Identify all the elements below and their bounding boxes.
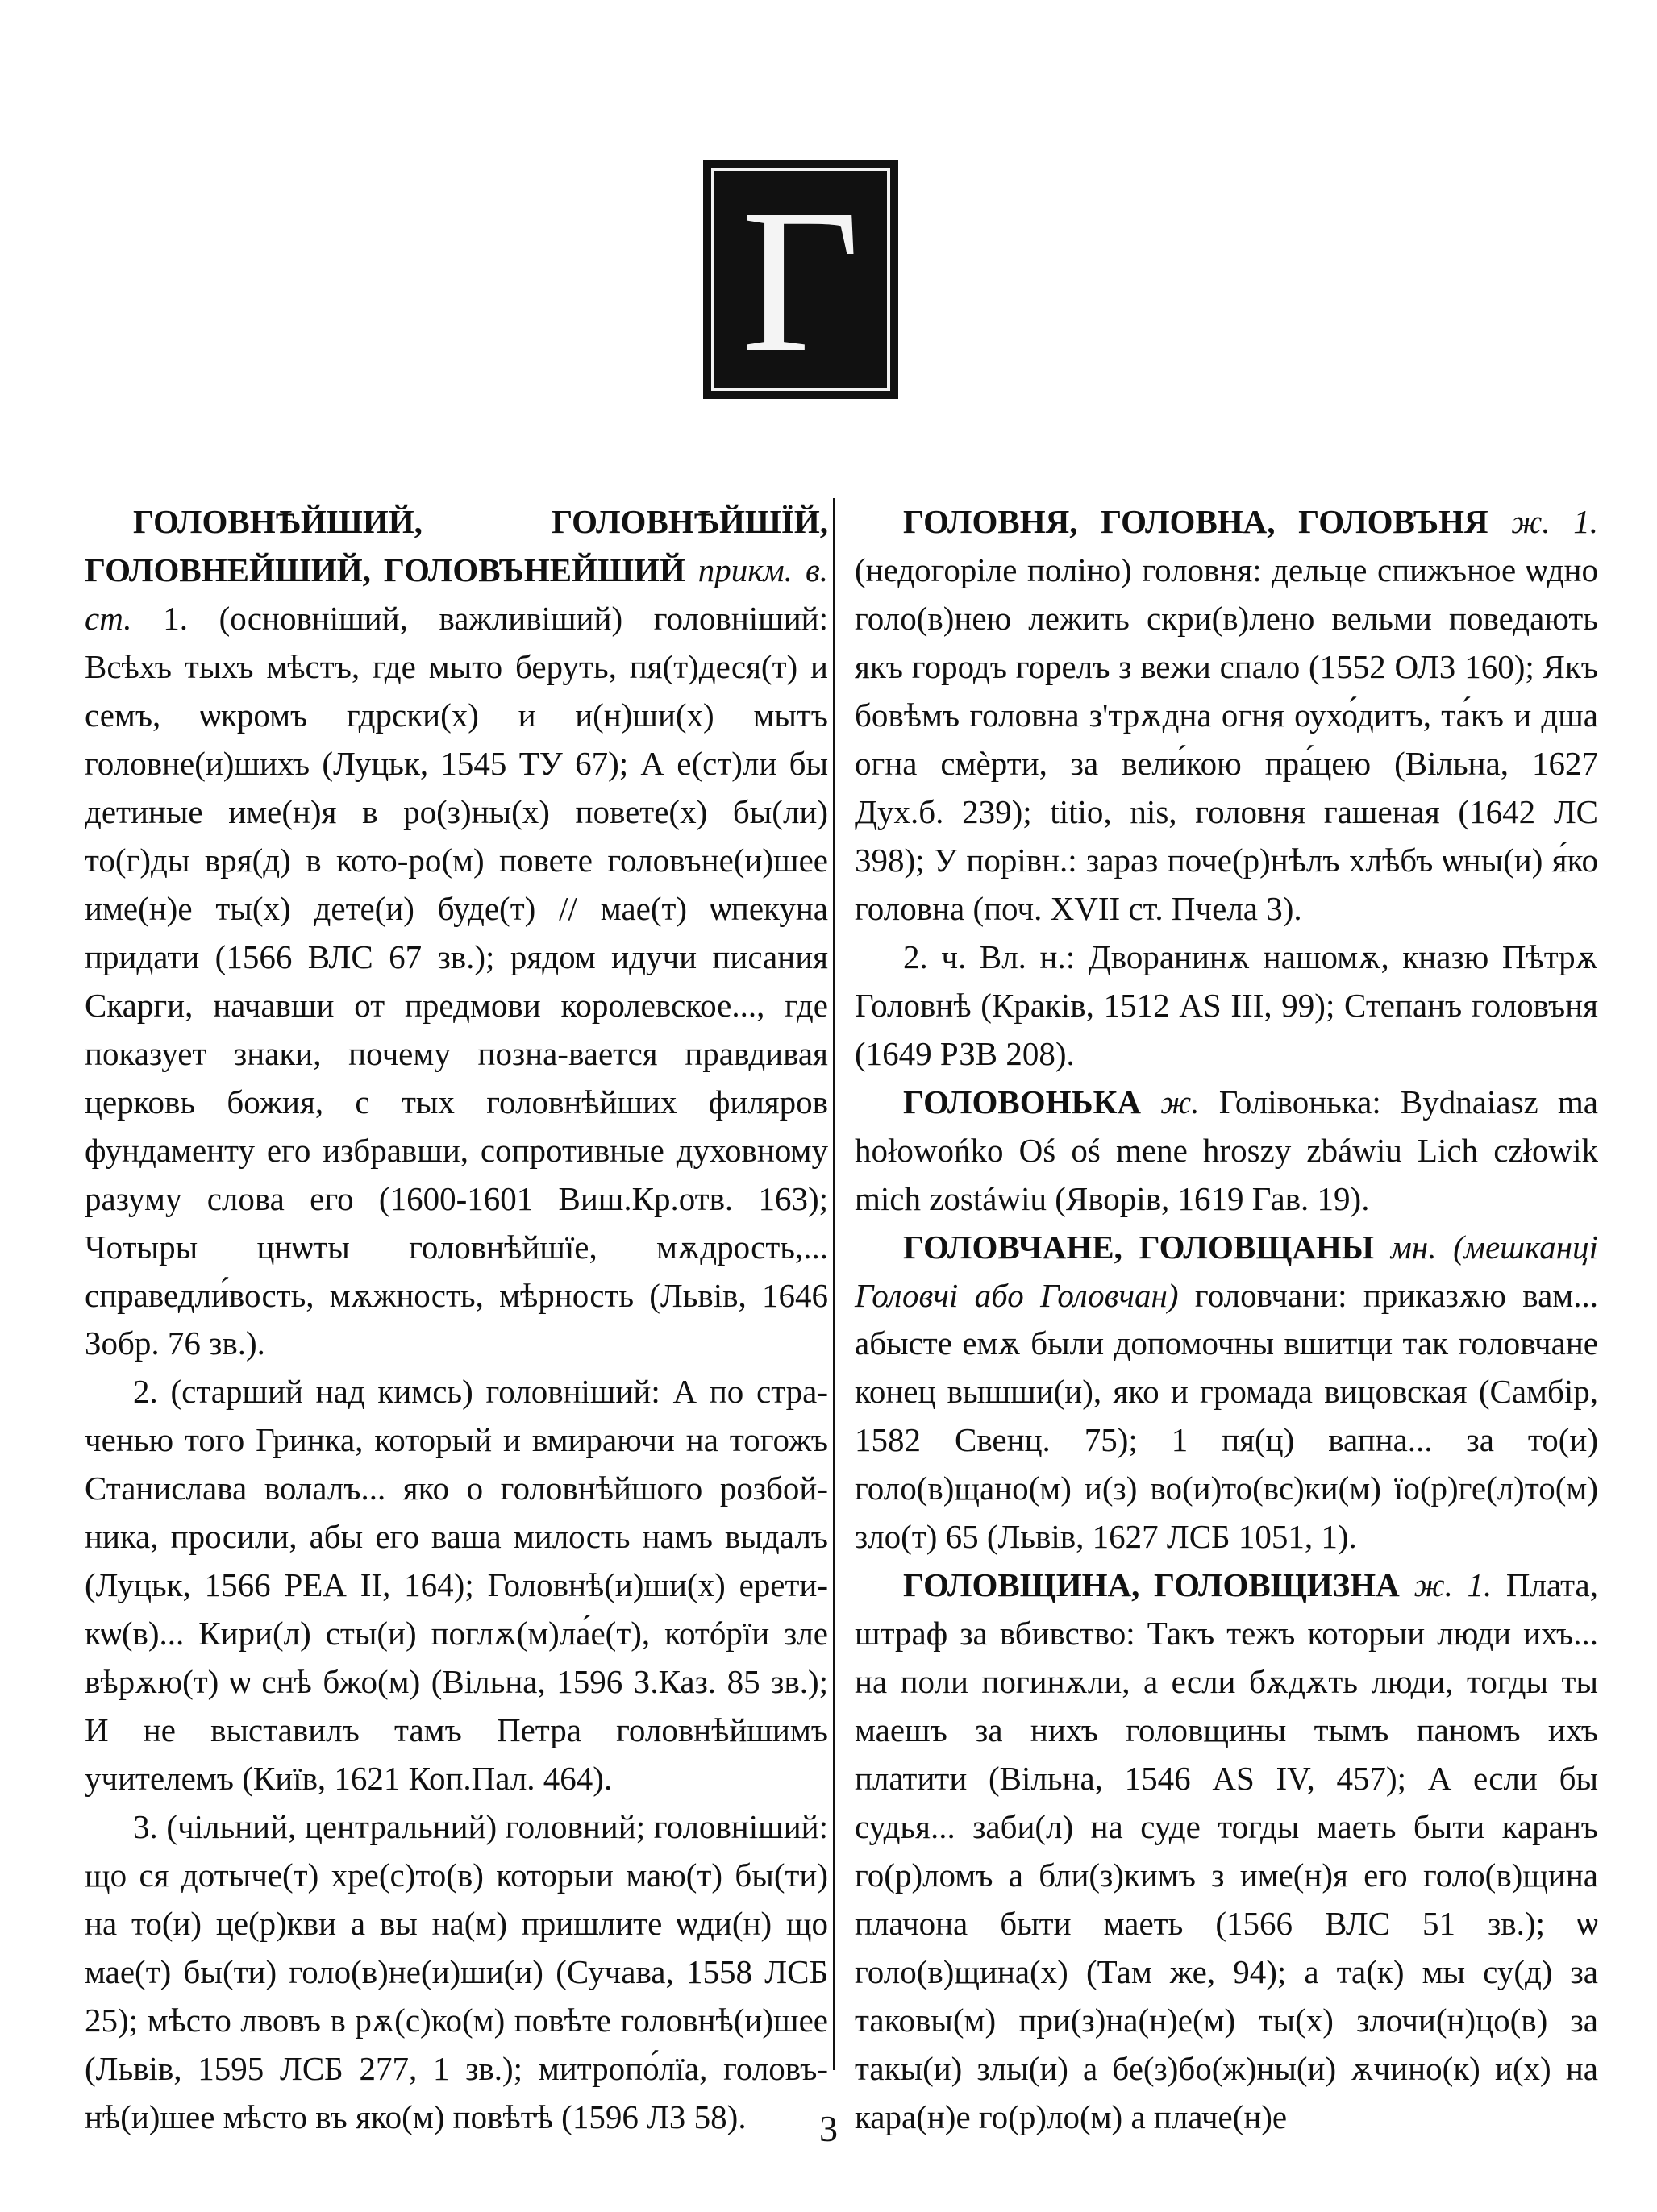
page-number: 3 bbox=[819, 2108, 838, 2149]
entry-golovneishyi-1 bbox=[85, 498, 828, 1368]
entry-body: 1. (основніший, важливіший) головніший: Всѣхъ тыхъ мѣстъ, где мыто беруть, пя(т)деся(т) и семъ, ѡкромъ гдрски(х) и и(н)ши(х) мытъ головне(и)шихъ (Луцьк, 1545 ТУ 67); А е(ст)ли бы детиные име(н)я в ро(з)ны(х) повете(х) бы(ли) то(г)ды вря(д) в кото-ро(м) повете головъне(и)шее име(н)е ты(х) дете(и) буде(т) // мае(т) ѡпекуна придати (1566 ВЛС 67 зв.); рядом идучи писания Скарги, начавши от предмови королевское..., где показует знаки, почему позна-вается правдивая церковь божия, с тых головнѣйших филяров фундаменту его избравши, сопротивные духовному разуму слова его (1600-1601 Виш.Кр.отв. 163); Чотыры цнѡты головнѣйшїе, мѫдрость,... справедли́вость, мѫжность, мѣрность (Львів, 1646 Зобр. 76 зв.). bbox=[85, 599, 828, 1362]
grammar-note: ж. bbox=[1140, 1083, 1200, 1121]
section-letter-frame bbox=[711, 168, 890, 395]
headword: ГОЛОВЧАНЕ, ГОЛОВЩАНЫ bbox=[903, 1228, 1375, 1266]
entry-body: Голівонька: Bydnaiasz ma hołowońko Oś oś mene hroszy zbáwiu Lich człowik mich zostáwiu (Яворів, 1619 Гав. 19). bbox=[855, 1083, 1598, 1217]
headword: ГОЛОВНѢЙШИЙ, ГОЛОВНѢЙШЇЙ, ГОЛОВНЕЙШИЙ, ГОЛОВЪНЕЙШИЙ bbox=[85, 503, 828, 588]
grammar-note: ж. 1. bbox=[1399, 1566, 1493, 1604]
entry-body: головчани: приказѫю вам... абысте емѫ были допомочны вшитци так головчане конец вышши(и), яко и громада вицовская (Самбір, 1582 Свенц. 75); 1 пя(ц) вапна... за то(и) голо(в)щано(м) и(з) во(и)то(вс)ки(м) їо(р)ге(л)то(м) зло(т) 65 (Львів, 1627 ЛСБ 1051, 1). bbox=[855, 1276, 1598, 1556]
entry-golovnia-2 bbox=[855, 933, 1598, 1079]
grammar-note: мн. (мешканці Головчі або Головчан) bbox=[855, 1228, 1598, 1314]
entry-body: Плата, штраф за вбивство: Такъ тежъ которыи люди ихъ... на поли погинѫли, а если бѫдѫть люди, тогды ты маешъ за нихъ головщины тымъ паномъ ихъ платити (Вільна, 1546 AS IV, 457); А если бы судья... заби(л) на суде тогды маеть быти каранъ го(р)ломъ а бли(з)кимъ з име(н)я его голо(в)щина плачона быти маеть (1566 ВЛС 51 зв.); ѡ голо(в)щина(х) (Там же, 94); а та(к) мы су(д) за таковы(м) при(з)на(н)е(м) ты(х) злочи(н)цо(в) за такы(и) злы(и) а бе(з)бо(ж)ны(и) ѫчино(к) и(х) на кара(н)е го(р)ло(м) а плаче(н)е bbox=[855, 1566, 1599, 2135]
entry-golovshchyna bbox=[855, 1561, 1598, 2142]
entry-golovchane bbox=[855, 1224, 1598, 1562]
entry-body: 2. ч. Вл. н.: Дворанинѫ нашомѫ, кназю Пѣтрѫ Головнѣ (Краків, 1512 AS III, 99); Степанъ головъня (1649 РЗВ 208). bbox=[855, 938, 1598, 1072]
entry-body: (недогоріле поліно) головня: дельце спижъное ѡдно голо(в)нею лежить скри(в)лено вельми поведають якъ городъ горелъ з вежи спало (1552 ОЛЗ 160); Якъ бовѣмъ головна з'трѫдна огня оухо́дитъ, та́къ и дша огна смѐрти, за вели́кою пра́цею (Вільна, 1627 Дух.б. 239); titio, nis, головня гашеная (1642 ЛС 398); У порівн.: зараз почe(р)нѣлъ хлѣбъ ѡны(и) я́ко головна (поч. XVII ст. Пчела 3). bbox=[855, 551, 1598, 927]
entry-golovonka bbox=[855, 1079, 1598, 1224]
left-column bbox=[85, 498, 828, 2142]
section-letter: Г bbox=[741, 168, 860, 395]
headword: ГОЛОВЩИНА, ГОЛОВЩИЗНА bbox=[903, 1566, 1400, 1604]
entry-body: 2. (старший над кимсь) головніший: А по стра-ченью того Гринка, который и вмираючи на тогожъ Станислава волалъ... яко о головнѣйшого розбой-ника, просили, абы его ваша милость намъ выдалъ (Луцьк, 1566 РЕА II, 164); Головнѣ(и)ши(х) ерети-кѡ(в)... Кири(л) сты(и) поглѫ(м)ла́е(т), котóрїи зле вѣрѫю(т) ѡ снѣ бжо(м) (Вільна, 1596 З.Каз. 85 зв.); И не выставилъ тамъ Петра головнѣйшимъ учителемъ (Київ, 1621 Коп.Пал. 464). bbox=[85, 1373, 828, 1798]
grammar-note: ж. 1. bbox=[1488, 503, 1598, 540]
entry-golovneishyi-2 bbox=[85, 1368, 828, 1803]
entry-golovneishyi-3 bbox=[85, 1803, 828, 2142]
headword: ГОЛОВНЯ, ГОЛОВНА, ГОЛОВЪНЯ bbox=[903, 503, 1488, 540]
grammar-note: прикм. в. ст. bbox=[85, 551, 828, 637]
headword: ГОЛОВОНЬКА bbox=[903, 1083, 1141, 1121]
entry-body: 3. (чільний, центральний) головний; головніший: що ся дотыче(т) хре(с)то(в) которыи маю(т) бы(ти) на то(и) це(р)кви а вы на(м) пришлите ѡди(н) що мае(т) бы(ти) голо(в)не(и)ши(и) (Сучава, 1558 ЛСБ 25); мѣсто лвовъ в рѫ(с)ко(м) повѣте головнѣ(и)шее (Львів, 1595 ЛСБ 277, 1 зв.); митропо́лїа, головъ-нѣ(и)шее мѣсто въ яко(м) повѣтѣ (1596 ЛЗ 58). bbox=[85, 1808, 828, 2135]
column-divider bbox=[833, 498, 835, 2070]
section-letter-block bbox=[703, 160, 898, 399]
right-column bbox=[855, 498, 1598, 2142]
entry-golovnia-1 bbox=[855, 498, 1598, 933]
